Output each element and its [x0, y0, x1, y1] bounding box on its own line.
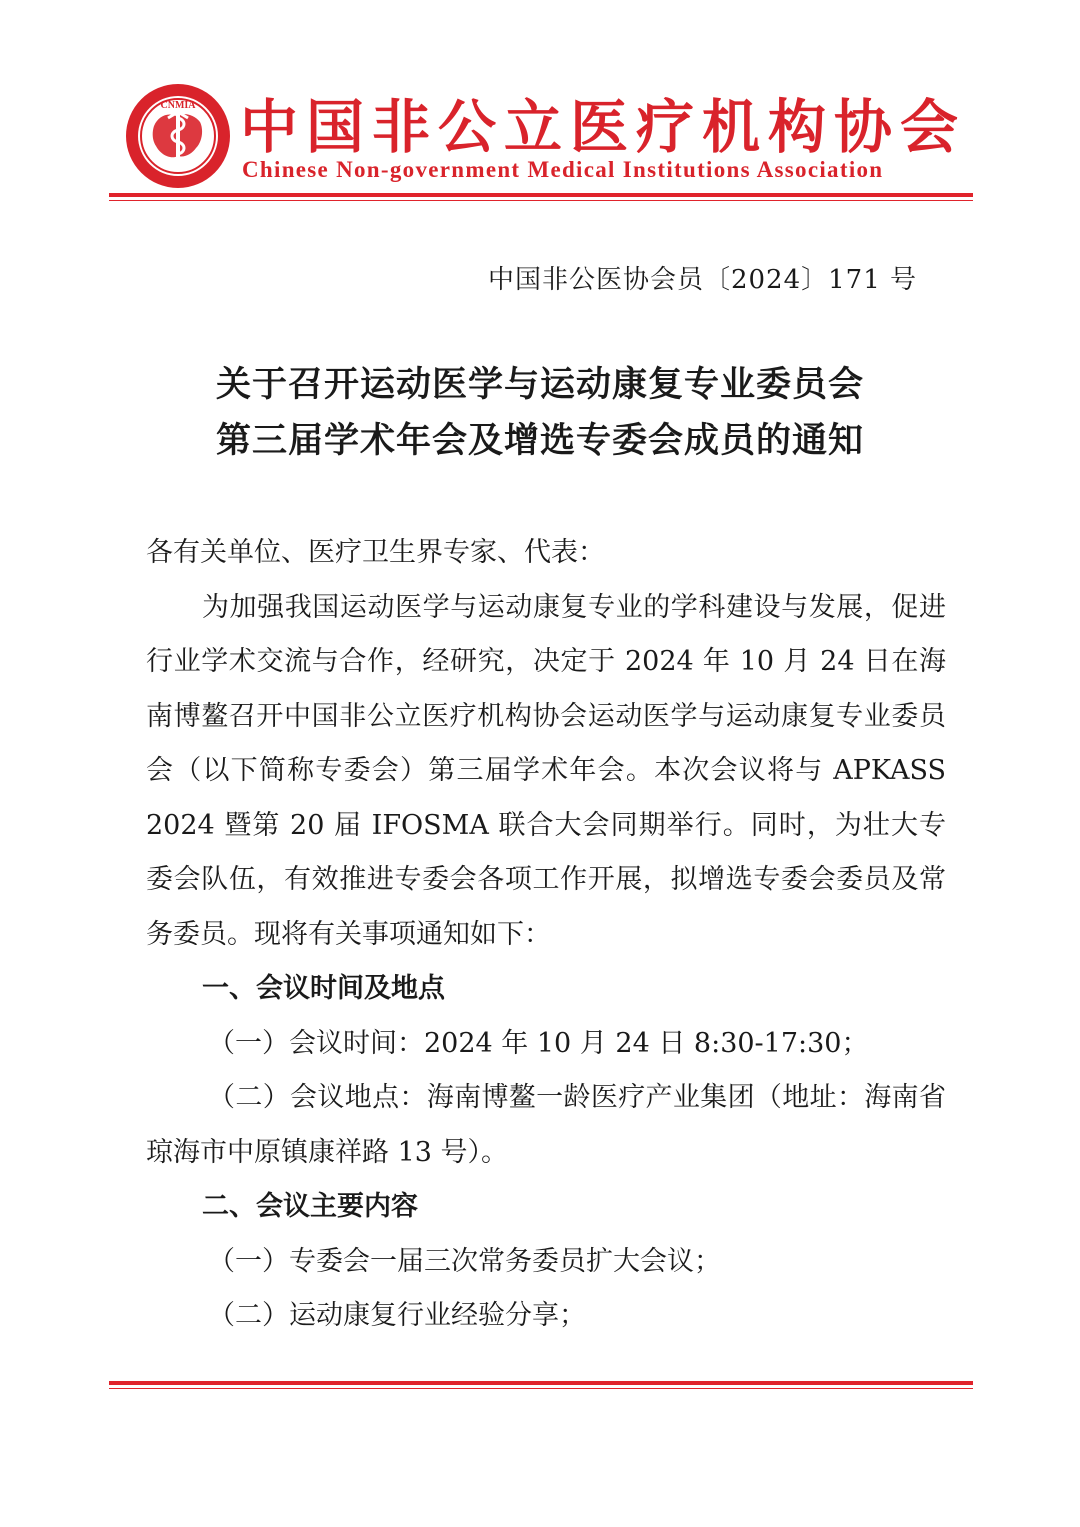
title-line-1: 关于召开运动医学与运动康复专业委员会 — [215, 365, 864, 405]
salutation: 各有关单位、医疗卫生界专家、代表： — [146, 537, 605, 568]
section-2-heading: 二、会议主要内容 — [202, 1191, 418, 1222]
section-1-item-2: （二）会议地点：海南博鳌一龄医疗产业集团（地址：海南省琼海市中原镇康祥路 13 号）。 — [146, 1082, 946, 1168]
section-2-item-2: （二）运动康复行业经验分享； — [208, 1300, 586, 1331]
section-1-item-1: （一）会议时间：2024 年 10 月 24 日 8:30-17:30； — [208, 1027, 869, 1059]
footer-divider — [109, 1381, 973, 1389]
section-1-heading: 一、会议时间及地点 — [202, 973, 445, 1004]
letterhead — [0, 0, 1080, 210]
association-name-chinese: 中国非公立医疗机构协会 — [240, 93, 967, 161]
title-line-2: 第三届学术年会及增选专委会成员的通知 — [215, 421, 864, 461]
document-number: 中国非公医协会员〔2024〕171 号 — [487, 265, 917, 295]
association-seal-logo — [124, 82, 232, 190]
association-name-english: Chinese Non-government Medical Institutions Association — [242, 157, 884, 182]
document-body — [146, 526, 946, 1344]
section-2-item-1: （一）专委会一届三次常务委员扩大会议； — [208, 1245, 721, 1277]
document-title — [100, 357, 980, 469]
header-divider — [109, 193, 973, 201]
svg-text:CNMIA: CNMIA — [160, 100, 196, 111]
intro-paragraph: 为加强我国运动医学与运动康复专业的学科建设与发展，促进行业学术交流与合作，经研究，决定于 2024 年 10 月 24 日在海南博鳌召开中国非公立医疗机构协会运动医学与运动康复专业委员会（以下简称专委会）第三届学术年会。本次会议将与 APKASS 2024 暨第 20 届 IFOSMA 联合大会同期举行。同时，为壮大专委会队伍，有效推进专委会各项工作开展，拟增选专委会委员及常务委员。现将有关事项通知如下： — [146, 591, 946, 950]
